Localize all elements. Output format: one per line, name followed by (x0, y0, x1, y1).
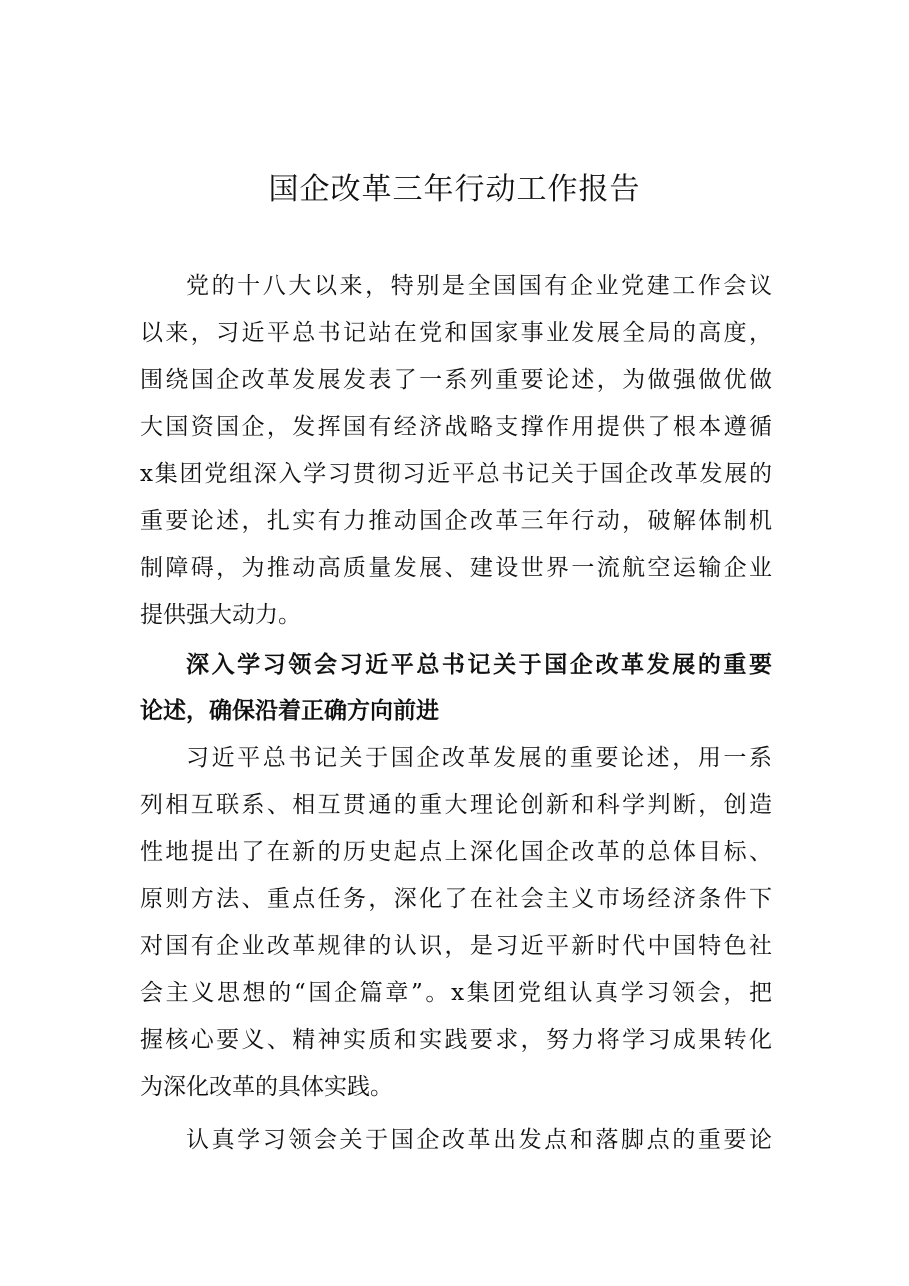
paragraph-reform-discourse (140, 735, 772, 1111)
paragraph-line: 提供强大动力。 (140, 602, 301, 628)
heading-line: 深入学习领会习近平总书记关于国企改革发展的重要 (186, 652, 772, 678)
paragraph-line: 大国资国企，发挥国有经济战略支撑作用提供了根本遵循 (140, 414, 772, 440)
paragraph-line: 围绕国企改革发展发表了一系列重要论述，为做强做优做 (140, 367, 772, 393)
paragraph-line: 原则方法、重点任务，深化了在社会主义市场经济条件下 (140, 886, 772, 912)
paragraph-starting-point (140, 1117, 772, 1164)
paragraph-line: 习近平总书记关于国企改革发展的重要论述，用一系 (186, 745, 772, 771)
paragraph-line: 会主义思想的“国企篇章”。x集团党组认真学习领会，把 (140, 980, 772, 1006)
paragraph-line: 握核心要义、精神实质和实践要求，努力将学习成果转化 (140, 1027, 772, 1053)
paragraph-line: 对国有企业改革规律的认识，是习近平新时代中国特色社 (140, 933, 772, 959)
paragraph-line: 党的十八大以来，特别是全国国有企业党建工作会议 (186, 273, 772, 299)
paragraph-line: 认真学习领会关于国企改革出发点和落脚点的重要论 (186, 1127, 772, 1153)
paragraph-line: 制障碍，为推动高质量发展、建设世界一流航空运输企业 (140, 555, 772, 581)
paragraph-line: 重要论述，扎实有力推动国企改革三年行动，破解体制机 (140, 508, 772, 534)
document-title: 国企改革三年行动工作报告 (268, 172, 641, 207)
paragraph-intro (140, 263, 772, 639)
paragraph-line: x集团党组深入学习贯彻习近平总书记关于国企改革发展的 (140, 461, 772, 487)
paragraph-line: 性地提出了在新的历史起点上深化国企改革的总体目标、 (140, 839, 772, 865)
paragraph-line: 列相互联系、相互贯通的重大理论创新和科学判断，创造 (140, 792, 772, 818)
paragraph-line: 为深化改革的具体实践。 (140, 1074, 393, 1100)
section-heading (140, 642, 772, 734)
paragraph-line: 以来，习近平总书记站在党和国家事业发展全局的高度， (140, 320, 772, 346)
heading-line: 论述，确保沿着正确方向前进 (140, 698, 439, 724)
